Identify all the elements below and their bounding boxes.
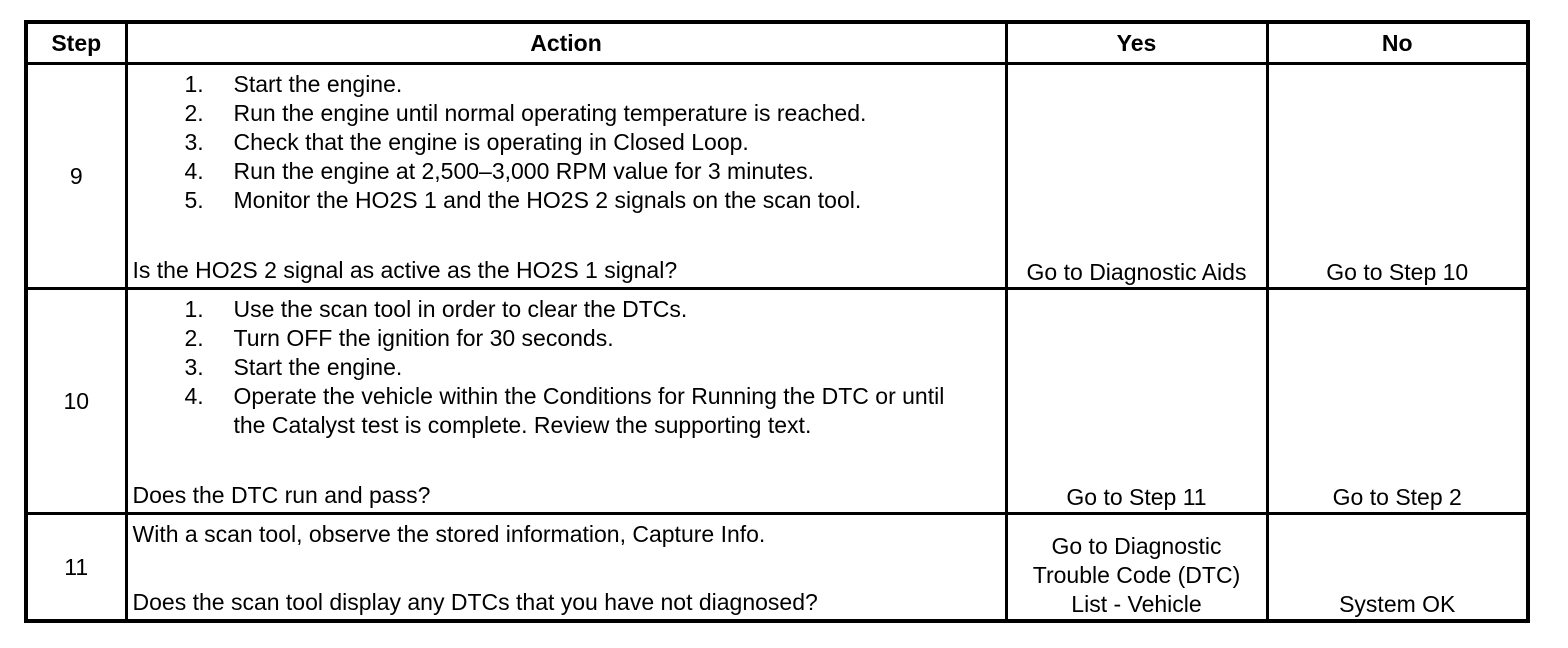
no-result: System OK [1267, 514, 1528, 622]
table-row-step-10 [26, 289, 1528, 514]
yes-result: Go to Diagnostic Trouble Code (DTC) List - Vehicle [1006, 514, 1267, 622]
step-text: Operate the vehicle within the Conditions for Running the DTC or until the Catalyst test is complete. Review the supporting text. [233, 383, 945, 438]
table-row-step-11 [26, 514, 1528, 622]
question-text: Does the DTC run and pass? [132, 482, 431, 508]
action-step [128, 353, 1005, 382]
step-text: Check that the engine is operating in Closed Loop. [233, 129, 749, 155]
header-no: No [1267, 22, 1528, 64]
action-step [128, 157, 1005, 186]
header-step: Step [26, 22, 126, 64]
action-step [128, 295, 1005, 324]
action-step [128, 70, 1005, 99]
action-step [128, 128, 1005, 157]
step-text: Run the engine at 2,500–3,000 RPM value for 3 minutes. [233, 158, 814, 184]
step-number: 11 [26, 514, 126, 622]
action-cell [126, 289, 1006, 514]
step-text: Start the engine. [233, 71, 403, 97]
step-text: Monitor the HO2S 1 and the HO2S 2 signals on the scan tool. [233, 187, 862, 213]
question-text: Does the scan tool display any DTCs that you have not diagnosed? [132, 589, 818, 615]
step-text: Use the scan tool in order to clear the DTCs. [233, 296, 688, 322]
action-step [128, 324, 1005, 353]
step-index: 5. [184, 187, 204, 213]
no-result: Go to Step 10 [1267, 64, 1528, 289]
step-index: 2. [184, 325, 204, 351]
instruction-text: With a scan tool, observe the stored information, Capture Info. [132, 521, 766, 547]
header-action: Action [126, 22, 1006, 64]
action-step [128, 186, 1005, 215]
header-row [26, 22, 1528, 64]
step-index: 1. [184, 296, 204, 322]
yes-result: Go to Step 11 [1006, 289, 1267, 514]
header-yes: Yes [1006, 22, 1267, 64]
step-index: 4. [184, 158, 204, 184]
action-step [128, 99, 1005, 128]
table-row-step-9 [26, 64, 1528, 289]
action-cell [126, 514, 1006, 622]
step-index: 3. [184, 129, 204, 155]
step-index: 1. [184, 71, 204, 97]
step-text: Start the engine. [233, 354, 403, 380]
step-number: 10 [26, 289, 126, 514]
no-result: Go to Step 2 [1267, 289, 1528, 514]
step-index: 3. [184, 354, 204, 380]
step-number: 9 [26, 64, 126, 289]
question-text: Is the HO2S 2 signal as active as the HO2S 1 signal? [132, 257, 678, 283]
step-text: Run the engine until normal operating temperature is reached. [233, 100, 867, 126]
action-steps-list [128, 290, 1005, 440]
action-step [128, 382, 1005, 440]
yes-result: Go to Diagnostic Aids [1006, 64, 1267, 289]
step-text: Turn OFF the ignition for 30 seconds. [233, 325, 614, 351]
action-steps-list [128, 65, 1005, 215]
step-index: 4. [184, 383, 204, 409]
step-index: 2. [184, 100, 204, 126]
diagnostic-table [24, 20, 1530, 623]
action-cell [126, 64, 1006, 289]
